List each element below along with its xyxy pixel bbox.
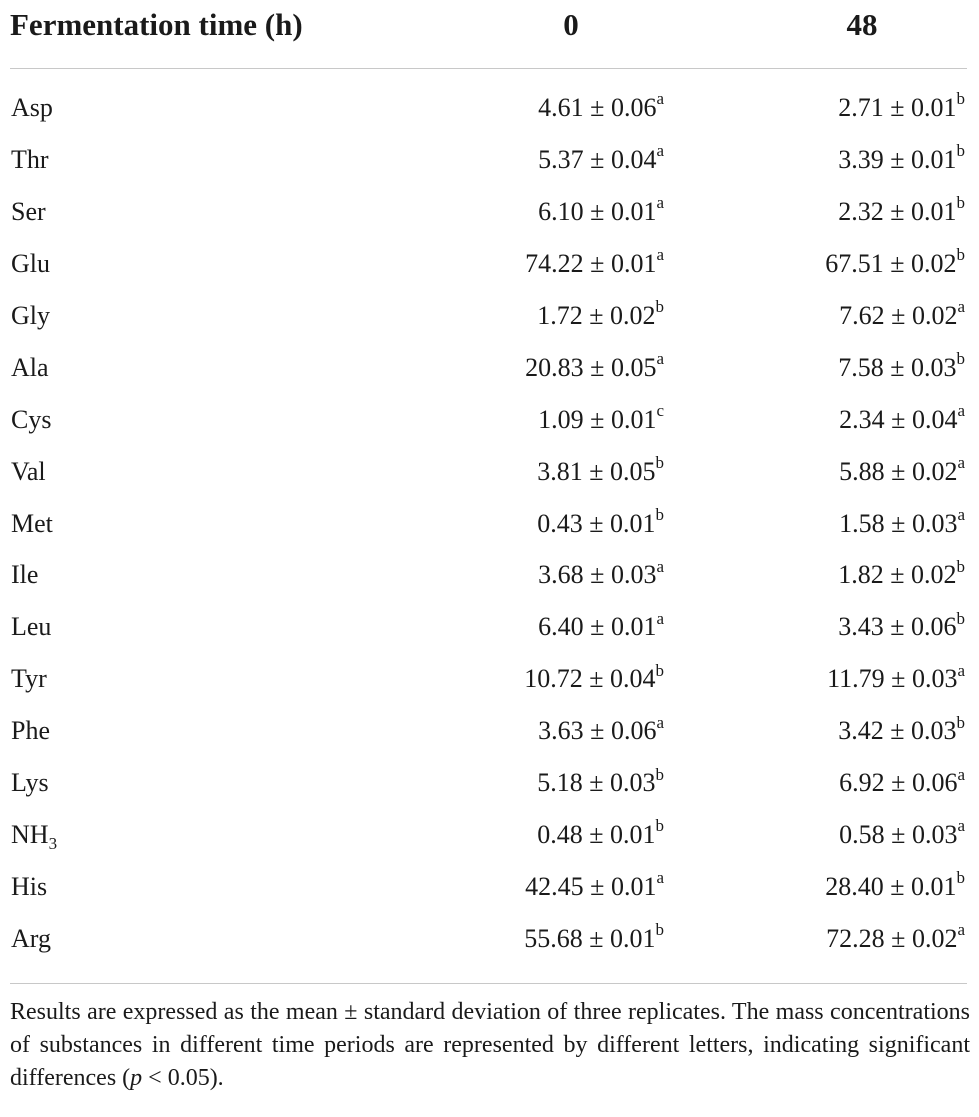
row-label: Asp	[11, 93, 53, 122]
value-0h: 3.68 ± 0.03$^a$	[538, 556, 664, 590]
value-48h: 5.88 ± 0.02$^a$	[839, 452, 965, 486]
value-0h: 74.22 ± 0.01$^a$	[525, 245, 664, 278]
row-label: Ile	[11, 560, 39, 590]
table-footnote	[10, 996, 970, 1095]
significance-letter: b	[956, 868, 965, 888]
table-row	[0, 399, 979, 451]
value-48h: 0.58 ± 0.03$^a$	[839, 816, 965, 850]
value-0h: 5.18 ± 0.03$^b$	[537, 764, 664, 798]
header-divider	[10, 68, 967, 69]
significance-letter: c	[656, 400, 664, 420]
significance-letter: b	[655, 660, 664, 680]
value-0h: 6.40 ± 0.01$^a$	[538, 608, 664, 642]
value-48h: 1.58 ± 0.03$^a$	[839, 504, 965, 538]
significance-letter: a	[656, 89, 664, 109]
value-48h: 11.79 ± 0.03$^a$	[827, 660, 965, 694]
value-48h: 67.51 ± 0.02$^b$	[825, 245, 965, 278]
table-row	[0, 243, 979, 295]
header-col-48h: 48	[846, 7, 878, 42]
significance-letter: a	[656, 193, 664, 213]
table-row	[0, 451, 979, 503]
row-label: Val	[11, 456, 46, 486]
value-0h: 42.45 ± 0.01$^a$	[525, 868, 664, 902]
row-label: Leu	[11, 612, 52, 642]
row-label: Lys	[11, 768, 49, 798]
row-label: Cys	[11, 404, 52, 434]
value-48h: 3.43 ± 0.06$^b$	[838, 608, 965, 642]
significance-letter: a	[957, 920, 965, 940]
significance-letter: a	[656, 141, 664, 161]
significance-letter: a	[957, 400, 965, 420]
table-row	[0, 191, 979, 243]
row-label: Ser	[11, 196, 46, 226]
value-48h: 6.92 ± 0.06$^a$	[839, 764, 965, 798]
table-row	[0, 503, 979, 555]
significance-letter: a	[957, 764, 965, 784]
value-48h: 72.28 ± 0.02$^a$	[826, 920, 965, 953]
significance-letter: b	[655, 816, 664, 836]
header-label: Fermentation time (h)	[10, 7, 303, 42]
row-label: His	[11, 872, 48, 902]
row-label: Ala	[11, 352, 49, 382]
significance-letter: b	[956, 556, 965, 576]
footnote-tail: < 0.05).	[142, 1065, 224, 1091]
value-0h: 10.72 ± 0.04$^b$	[524, 660, 664, 694]
value-0h: 3.81 ± 0.05$^b$	[537, 452, 664, 486]
significance-letter: b	[655, 504, 664, 524]
value-0h: 0.43 ± 0.01$^b$	[537, 504, 664, 538]
significance-letter: b	[655, 920, 664, 940]
table-row	[0, 710, 979, 762]
value-0h: 1.72 ± 0.02$^b$	[537, 297, 664, 330]
significance-letter: a	[957, 660, 965, 680]
table-row	[0, 762, 979, 814]
row-label: Thr	[11, 144, 49, 174]
value-48h: 2.71 ± 0.01$^b$	[838, 89, 965, 122]
row-label: $NH_3$	[11, 820, 58, 854]
significance-letter: b	[956, 193, 965, 213]
value-48h: 1.82 ± 0.02$^b$	[838, 556, 965, 590]
footnote-p-symbol: p	[130, 1065, 143, 1091]
table-row	[0, 658, 979, 710]
table-row	[0, 295, 979, 347]
value-48h: 28.40 ± 0.01$^b$	[825, 868, 965, 902]
value-0h: 20.83 ± 0.05$^a$	[525, 349, 664, 382]
row-label: Gly	[11, 300, 50, 330]
header-col-0h: 0	[563, 7, 579, 42]
row-label: Tyr	[11, 664, 47, 694]
row-label: Met	[11, 508, 53, 538]
significance-letter: a	[656, 608, 664, 628]
value-0h: 3.63 ± 0.06$^a$	[538, 712, 664, 746]
table-row	[0, 139, 979, 191]
significance-letter: b	[956, 349, 965, 369]
table-row	[0, 347, 979, 399]
value-0h: 1.09 ± 0.01$^c$	[538, 400, 664, 434]
table-header	[0, 0, 979, 68]
significance-letter: b	[655, 764, 664, 784]
table-row	[0, 918, 979, 970]
significance-letter: b	[655, 297, 664, 317]
row-label: Glu	[11, 248, 50, 278]
significance-letter: b	[956, 89, 965, 109]
significance-letter: b	[655, 452, 664, 472]
table-row	[0, 554, 979, 606]
table-body	[0, 87, 979, 970]
row-label: Phe	[11, 716, 50, 746]
value-0h: 55.68 ± 0.01$^b$	[524, 920, 664, 953]
value-48h: 2.32 ± 0.01$^b$	[838, 193, 965, 226]
significance-letter: a	[656, 712, 664, 732]
significance-letter: b	[956, 245, 965, 265]
table-row	[0, 814, 979, 866]
significance-letter: a	[957, 816, 965, 836]
table-row	[0, 87, 979, 139]
significance-letter: b	[956, 608, 965, 628]
value-48h: 3.39 ± 0.01$^b$	[838, 141, 965, 174]
value-48h: 2.34 ± 0.04$^a$	[839, 400, 965, 434]
value-0h: 4.61 ± 0.06$^a$	[538, 89, 664, 122]
significance-letter: a	[656, 556, 664, 576]
table-bottom-divider	[10, 983, 967, 984]
significance-letter: a	[656, 868, 664, 888]
value-0h: 5.37 ± 0.04$^a$	[538, 141, 664, 174]
significance-letter: b	[956, 141, 965, 161]
significance-letter: a	[656, 245, 664, 265]
significance-letter: a	[957, 452, 965, 472]
value-48h: 7.58 ± 0.03$^b$	[838, 349, 965, 382]
significance-letter: b	[956, 712, 965, 732]
value-48h: 7.62 ± 0.02$^a$	[839, 297, 965, 330]
value-0h: 0.48 ± 0.01$^b$	[537, 816, 664, 850]
table-row	[0, 606, 979, 658]
significance-letter: a	[957, 297, 965, 317]
value-0h: 6.10 ± 0.01$^a$	[538, 193, 664, 226]
row-label: Arg	[11, 924, 51, 953]
significance-letter: a	[957, 504, 965, 524]
significance-letter: a	[656, 349, 664, 369]
table-row	[0, 866, 979, 918]
footnote-text: Results are expressed as the mean ± standard deviation of three replicates. The mass concentrations of substances in different time periods are represented by different letters, indicating significant differences (	[10, 999, 970, 1091]
value-48h: 3.42 ± 0.03$^b$	[838, 712, 965, 746]
